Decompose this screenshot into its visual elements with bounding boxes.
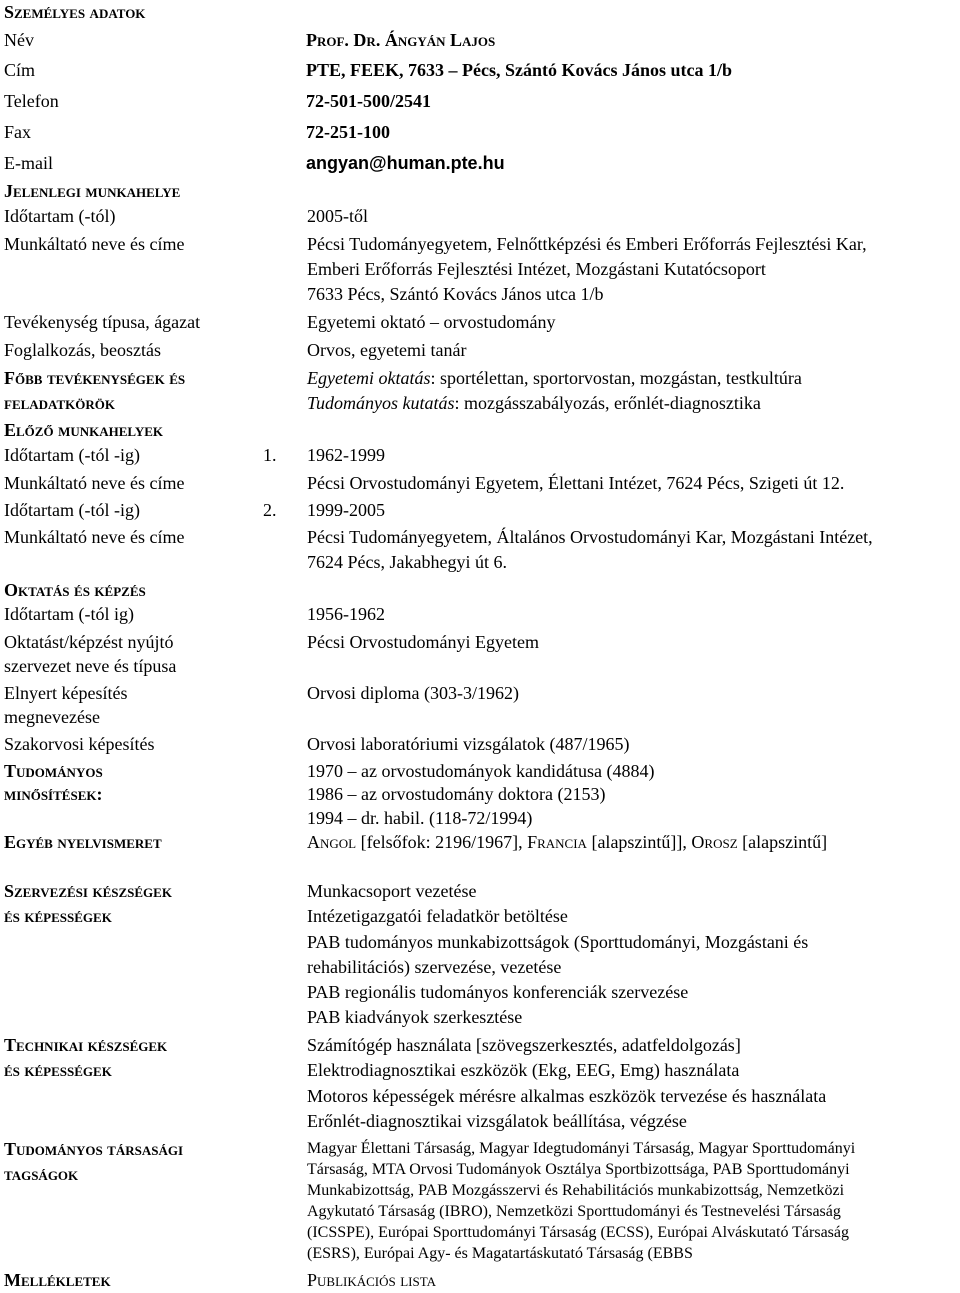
section-title-education: Oktatás és képzés — [4, 580, 146, 600]
memberships-label-line1: Tudományos társasági — [4, 1139, 184, 1159]
organizational-line: PAB regionális tudományos konferenciák szervezése — [307, 982, 689, 1002]
education-org-label-line2: szervezet neve és típusa — [4, 656, 177, 676]
languages-label: Egyéb nyelvismeret — [4, 832, 162, 852]
scientific-label-line1: Tudományos — [4, 761, 103, 781]
duties-label-line2: feladatkörök — [4, 393, 115, 413]
language-russian: Orosz — [691, 832, 738, 852]
scientific-label-line2: minősítések: — [4, 784, 103, 804]
degree-label-line1: Elnyert képesítés — [4, 683, 128, 703]
prev1-period-value: 1962-1999 — [307, 445, 385, 465]
organizational-label-line1: Szervezési készségek — [4, 881, 172, 901]
duty-research-text: : mozgásszabályozás, erőnlét-diagnosztika — [454, 393, 761, 413]
degree-value: Orvosi diploma (303-3/1962) — [307, 683, 519, 703]
address-value: PTE, FEEK, 7633 – Pécs, Szántó Kovács János utca 1/b — [306, 60, 733, 80]
phone-value: 72-501-500/2541 — [306, 91, 431, 111]
activity-value: Egyetemi oktató – orvostudomány — [307, 312, 556, 332]
organizational-line: rehabilitációs) szervezése, vezetése — [307, 957, 562, 977]
memberships-line: Agykutató Társaság (IBRO), Nemzetközi Sporttudományi és Testnevelési Társaság — [307, 1203, 841, 1220]
section-title-current-job: Jelenlegi munkahelye — [4, 181, 181, 201]
specialist-label: Szakorvosi képesítés — [4, 734, 155, 754]
organizational-label-line2: és képességek — [4, 906, 112, 926]
prev2-number: 2. — [263, 500, 277, 520]
prev2-employer-label: Munkáltató neve és címe — [4, 527, 185, 547]
prev1-employer-value: Pécsi Orvostudományi Egyetem, Élettani Intézet, 7624 Pécs, Szigeti út 12. — [307, 473, 845, 493]
language-english: Angol — [307, 832, 357, 852]
memberships-line: Társaság, MTA Orvosi Tudományok Osztálya Sportbizottsága, PAB Sporttudományi — [307, 1161, 850, 1178]
duty-research — [307, 391, 761, 416]
name-label: Név — [4, 30, 34, 50]
section-title-personal: Személyes adatok — [4, 2, 146, 22]
education-org-label-line1: Oktatást/képzést nyújtó — [4, 632, 174, 652]
prev2-employer-line2: 7624 Pécs, Jakabhegyi út 6. — [307, 552, 507, 572]
language-russian-level: [alapszintű] — [737, 832, 828, 852]
memberships-line: (ICSSPE), Európai Sporttudományi Társaság (ECSS), Európai Alváskutató Társaság — [307, 1224, 850, 1241]
name-value: Prof. Dr. Ángyán Lajos — [306, 30, 496, 50]
education-period-label: Időtartam (-tól ig) — [4, 604, 134, 624]
prev1-number: 1. — [263, 445, 277, 465]
language-french: Francia — [527, 832, 587, 852]
scientific-item: 1970 – az orvostudományok kandidátusa (4884) — [307, 761, 655, 781]
education-period-value: 1956-1962 — [307, 604, 385, 624]
prev2-period-value: 1999-2005 — [307, 500, 385, 520]
email-value: angyan@human.pte.hu — [306, 153, 505, 173]
technical-label-line2: és képességek — [4, 1060, 112, 1080]
technical-label-line1: Technikai készségek — [4, 1035, 168, 1055]
language-english-level: [felsőfok: 2196/1967], — [356, 832, 528, 852]
current-period-label: Időtartam (-tól) — [4, 206, 116, 226]
specialist-value: Orvosi laboratóriumi vizsgálatok (487/1965) — [307, 734, 630, 754]
scientific-item: 1994 – dr. habil. (118-72/1994) — [307, 808, 533, 828]
current-employer-line1: Pécsi Tudományegyetem, Felnőttképzési és Emberi Erőforrás Fejlesztési Kar, — [307, 234, 867, 254]
duty-teaching — [307, 366, 802, 391]
technical-line: Motoros képességek mérésre alkalmas eszközök tervezése és használata — [307, 1086, 827, 1106]
prev2-period-label: Időtartam (-tól -ig) — [4, 500, 140, 520]
degree-label-line2: megnevezése — [4, 707, 100, 727]
phone-label: Telefon — [4, 91, 59, 111]
duty-teaching-text: : sportélettan, sportorvostan, mozgástan, testkultúra — [430, 368, 802, 388]
occupation-label: Foglalkozás, beosztás — [4, 340, 161, 360]
technical-line: Számítógép használata [szövegszerkesztés, adatfeldolgozás] — [307, 1035, 741, 1055]
prev2-employer-line1: Pécsi Tudományegyetem, Általános Orvostudományi Kar, Mozgástani Intézet, — [307, 527, 873, 547]
duty-teaching-title: Egyetemi oktatás — [307, 368, 431, 388]
education-org-value: Pécsi Orvostudományi Egyetem — [307, 632, 539, 652]
section-title-previous-jobs: Előző munkahelyek — [4, 420, 164, 440]
current-period-value: 2005-től — [307, 206, 368, 226]
current-employer-line2: Emberi Erőforrás Fejlesztési Intézet, Mozgástani Kutatócsoport — [307, 259, 766, 279]
languages-value — [307, 830, 827, 855]
memberships-line: Munkabizottság, PAB Mozgásszervi és Rehabilitációs munkabizottság, Nemzetközi — [307, 1182, 845, 1199]
duty-research-title: Tudományos kutatás — [307, 393, 455, 413]
occupation-value: Orvos, egyetemi tanár — [307, 340, 467, 360]
activity-label: Tevékenység típusa, ágazat — [4, 312, 201, 332]
scientific-item: 1986 – az orvostudomány doktora (2153) — [307, 784, 606, 804]
fax-value: 72-251-100 — [306, 122, 390, 142]
memberships-label-line2: tagságok — [4, 1164, 79, 1184]
duties-label-line1: Főbb tevékenységek és — [4, 368, 186, 388]
language-french-level: [alapszintű]], — [586, 832, 692, 852]
technical-line: Elektrodiagnosztikai eszközök (Ekg, EEG, Emg) használata — [307, 1060, 740, 1080]
attachments-label: Mellékletek — [4, 1270, 111, 1290]
prev1-employer-label: Munkáltató neve és címe — [4, 473, 185, 493]
memberships-line: Magyar Élettani Társaság, Magyar Idegtudományi Társaság, Magyar Sporttudományi — [307, 1140, 856, 1157]
attachments-value: Publikációs lista — [307, 1270, 437, 1290]
technical-line: Erőnlét-diagnosztikai vizsgálatok beállítása, végzése — [307, 1111, 687, 1131]
fax-label: Fax — [4, 122, 31, 142]
address-label: Cím — [4, 60, 36, 80]
email-label: E-mail — [4, 153, 53, 173]
current-employer-line3: 7633 Pécs, Szántó Kovács János utca 1/b — [307, 284, 604, 304]
current-employer-label: Munkáltató neve és címe — [4, 234, 185, 254]
organizational-line: Munkacsoport vezetése — [307, 881, 477, 901]
memberships-line: (ESRS), Európai Agy- és Magatartáskutató Társaság (EBBS — [307, 1245, 693, 1262]
organizational-line: PAB kiadványok szerkesztése — [307, 1007, 523, 1027]
organizational-line: PAB tudományos munkabizottságok (Sporttudományi, Mozgástani és — [307, 932, 809, 952]
prev1-period-label: Időtartam (-tól -ig) — [4, 445, 140, 465]
organizational-line: Intézetigazgatói feladatkör betöltése — [307, 906, 568, 926]
